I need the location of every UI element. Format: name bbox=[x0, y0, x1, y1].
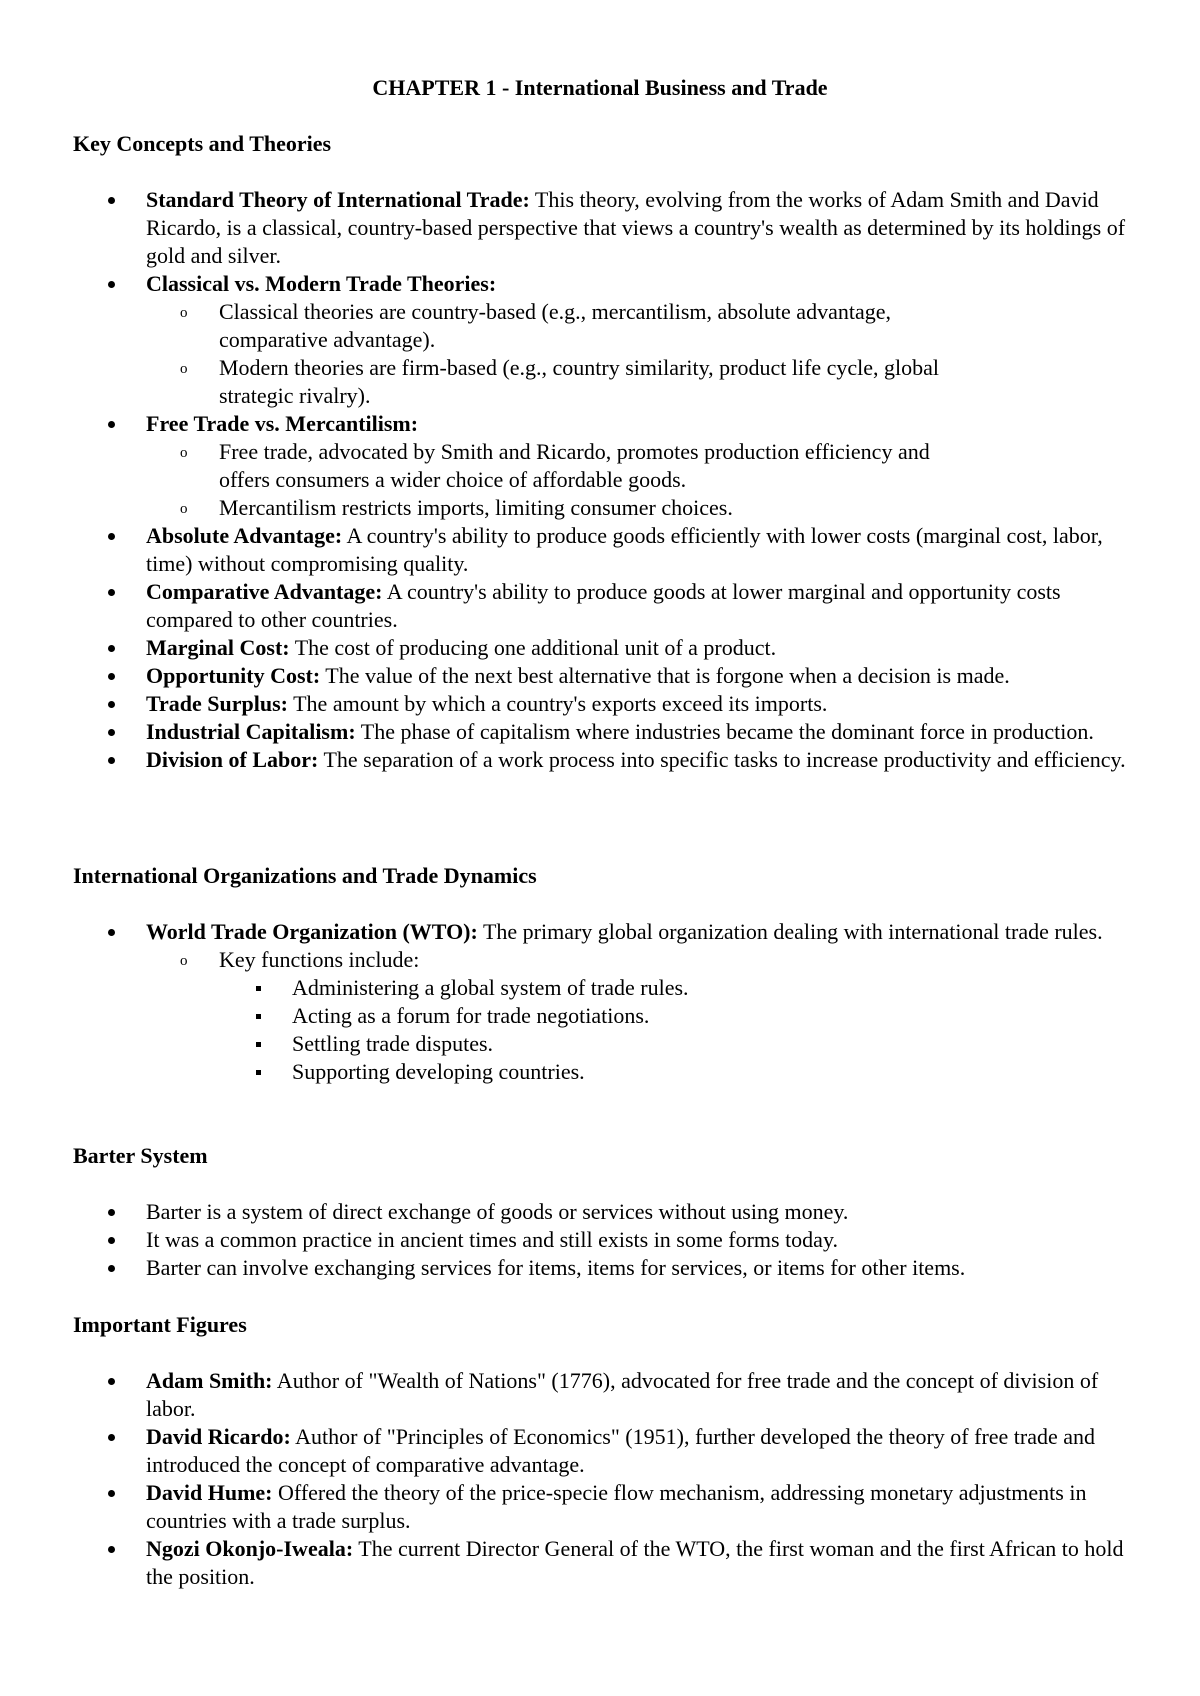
function-item bbox=[0, 974, 984, 1002]
sub-list-item bbox=[0, 494, 984, 522]
list-item bbox=[0, 634, 1130, 662]
term: Division of Labor: bbox=[146, 747, 319, 772]
section-heading: Barter System bbox=[73, 1143, 208, 1168]
function-item bbox=[0, 1058, 984, 1086]
definition: A country's ability to produce goods efficiently with lower costs (marginal cost, labor, time) without compromising quality. bbox=[146, 523, 1103, 576]
sub-list bbox=[0, 438, 1130, 522]
section-heading: Key Concepts and Theories bbox=[73, 131, 332, 156]
definition: Author of "Principles of Economics" (1951), further developed the theory of free trade and introduced the concept of comparative advantage. bbox=[146, 1424, 1096, 1477]
item-text: Barter is a system of direct exchange of goods or services without using money. bbox=[146, 1199, 849, 1224]
definition: The phase of capitalism where industries became the dominant force in production. bbox=[355, 719, 1094, 744]
section-heading: International Organizations and Trade Dynamics bbox=[73, 863, 537, 888]
definition: A country's ability to produce goods at lower marginal and opportunity costs compared to other countries. bbox=[146, 579, 1061, 632]
square-bullet-icon bbox=[256, 1014, 261, 1019]
list-item bbox=[0, 1367, 1130, 1423]
definition: Author of "Wealth of Nations" (1776), advocated for free trade and the concept of division of labor. bbox=[146, 1368, 1099, 1421]
list-item bbox=[0, 1226, 1130, 1254]
term: Trade Surplus: bbox=[146, 691, 289, 716]
figures-list bbox=[0, 1367, 1130, 1591]
sub-list bbox=[0, 946, 1130, 1086]
list-item bbox=[0, 410, 1130, 522]
term: Comparative Advantage: bbox=[146, 579, 383, 604]
list-item bbox=[0, 718, 1130, 746]
term: Classical vs. Modern Trade Theories: bbox=[146, 271, 497, 296]
function-item bbox=[0, 1002, 984, 1030]
function-text: Administering a global system of trade rules. bbox=[292, 975, 689, 1000]
circle-bullet-icon: o bbox=[180, 305, 188, 321]
list-item bbox=[0, 1423, 1130, 1479]
term: Ngozi Okonjo-Iweala: bbox=[146, 1536, 354, 1561]
term: Industrial Capitalism: bbox=[146, 719, 356, 744]
definition: Offered the theory of the price-specie flow mechanism, addressing monetary adjustments in countries with a trade surplus. bbox=[146, 1480, 1087, 1533]
sub-list-item bbox=[0, 354, 984, 410]
definition: The cost of producing one additional unit of a product. bbox=[289, 635, 777, 660]
list-item bbox=[0, 270, 1130, 410]
function-text: Acting as a forum for trade negotiations. bbox=[292, 1003, 650, 1028]
functions-list bbox=[0, 974, 984, 1086]
term: Marginal Cost: bbox=[146, 635, 290, 660]
square-bullet-icon bbox=[256, 1042, 261, 1047]
definition: The primary global organization dealing with international trade rules. bbox=[477, 919, 1103, 944]
circle-bullet-icon: o bbox=[180, 953, 188, 969]
term: Standard Theory of International Trade: bbox=[146, 187, 530, 212]
list-item bbox=[0, 918, 1130, 1086]
term: David Hume: bbox=[146, 1480, 273, 1505]
term: Free Trade vs. Mercantilism: bbox=[146, 411, 419, 436]
section-heading: Important Figures bbox=[73, 1312, 247, 1337]
sub-item-text: Free trade, advocated by Smith and Ricardo, promotes production efficiency and offers consumers a wider choice of affordable goods. bbox=[219, 439, 930, 492]
function-text: Supporting developing countries. bbox=[292, 1059, 585, 1084]
list-item bbox=[0, 1254, 1130, 1282]
list-item bbox=[0, 662, 1130, 690]
list-item bbox=[0, 578, 1130, 634]
square-bullet-icon bbox=[256, 986, 261, 991]
sub-item-text: Classical theories are country-based (e.g., mercantilism, absolute advantage, comparative advantage). bbox=[219, 299, 891, 352]
list-item bbox=[0, 690, 1130, 718]
definition: The value of the next best alternative that is forgone when a decision is made. bbox=[320, 663, 1010, 688]
item-text: Barter can involve exchanging services for items, items for services, or items for other items. bbox=[146, 1255, 966, 1280]
function-text: Settling trade disputes. bbox=[292, 1031, 494, 1056]
international-orgs-list bbox=[0, 918, 1130, 1086]
definition: This theory, evolving from the works of Adam Smith and David Ricardo, is a classical, country-based perspective that views a country's wealth as determined by its holdings of gold and silver. bbox=[146, 187, 1126, 268]
circle-bullet-icon: o bbox=[180, 445, 188, 461]
square-bullet-icon bbox=[256, 1070, 261, 1075]
sub-list-item bbox=[0, 298, 984, 354]
item-text: It was a common practice in ancient times and still exists in some forms today. bbox=[146, 1227, 839, 1252]
list-item bbox=[0, 746, 1130, 774]
term: Opportunity Cost: bbox=[146, 663, 321, 688]
sub-item-text: Key functions include: bbox=[219, 947, 420, 972]
sub-list-item bbox=[0, 438, 984, 494]
circle-bullet-icon: o bbox=[180, 501, 188, 517]
term: Absolute Advantage: bbox=[146, 523, 343, 548]
definition: The separation of a work process into specific tasks to increase productivity and efficiency. bbox=[318, 747, 1126, 772]
list-item bbox=[0, 522, 1130, 578]
sub-item-text: Mercantilism restricts imports, limiting consumer choices. bbox=[219, 495, 733, 520]
barter-list bbox=[0, 1198, 1130, 1282]
list-item bbox=[0, 186, 1130, 270]
sub-list-item bbox=[0, 946, 984, 1086]
list-item bbox=[0, 1479, 1130, 1535]
definition: The current Director General of the WTO, the first woman and the first African to hold the position. bbox=[146, 1536, 1124, 1589]
circle-bullet-icon: o bbox=[180, 361, 188, 377]
key-concepts-list bbox=[0, 186, 1130, 774]
sub-list bbox=[0, 298, 1130, 410]
definition: The amount by which a country's exports exceed its imports. bbox=[288, 691, 828, 716]
chapter-title: CHAPTER 1 - International Business and Trade bbox=[372, 75, 828, 100]
list-item bbox=[0, 1198, 1130, 1226]
function-item bbox=[0, 1030, 984, 1058]
term: Adam Smith: bbox=[146, 1368, 273, 1393]
term: World Trade Organization (WTO): bbox=[146, 919, 478, 944]
list-item bbox=[0, 1535, 1130, 1591]
sub-item-text: Modern theories are firm-based (e.g., country similarity, product life cycle, global strategic rivalry). bbox=[219, 355, 940, 408]
term: David Ricardo: bbox=[146, 1424, 291, 1449]
